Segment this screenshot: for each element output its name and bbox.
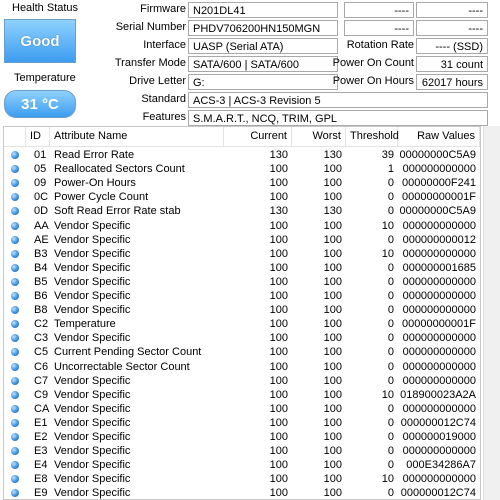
cell-attribute-name: Vendor Specific xyxy=(54,247,131,260)
cell-attribute-name: Vendor Specific xyxy=(54,416,131,429)
cell-threshold: 10 xyxy=(381,388,394,401)
table-row[interactable] xyxy=(4,486,480,500)
cell-id: B6 xyxy=(34,290,48,302)
header-raw-values[interactable]: Raw Values xyxy=(398,127,480,146)
cell-id: 05 xyxy=(34,163,47,176)
cell-worst: 100 xyxy=(323,374,342,387)
cell-attribute-name: Vendor Specific xyxy=(54,402,131,415)
table-header xyxy=(4,127,480,147)
status-dot-icon xyxy=(11,348,19,356)
cell-attribute-name: Soft Read Error Rate stab xyxy=(54,205,181,218)
cell-attribute-name: Vendor Specific xyxy=(54,431,131,443)
status-dot-icon xyxy=(11,320,19,328)
status-dot-icon xyxy=(11,475,19,483)
table-row[interactable] xyxy=(4,275,480,289)
serial-number-value: PHDV706200HN150MGN xyxy=(188,20,338,36)
table-row[interactable] xyxy=(4,148,480,162)
cell-current: 100 xyxy=(269,431,288,443)
cell-current: 100 xyxy=(269,487,288,500)
cell-id: B3 xyxy=(34,247,48,260)
status-dot-icon xyxy=(11,391,19,399)
table-row[interactable] xyxy=(4,402,480,416)
cell-current: 100 xyxy=(269,346,288,359)
rotation-rate-label: Rotation Rate xyxy=(346,39,414,51)
cell-attribute-name: Read Error Rate xyxy=(54,149,135,161)
cell-threshold: 0 xyxy=(387,191,394,204)
cell-threshold: 0 xyxy=(387,318,394,331)
cell-raw-values: 000000000000 xyxy=(402,402,476,415)
table-row[interactable] xyxy=(4,233,480,247)
cell-worst: 100 xyxy=(323,275,342,288)
cell-raw-values: 000000000000 xyxy=(402,346,476,359)
cell-worst: 100 xyxy=(323,459,342,472)
features-label: Features xyxy=(142,111,186,123)
cell-raw-values: 000000000000 xyxy=(402,445,476,458)
smart-attributes-table[interactable] xyxy=(3,126,481,500)
cell-attribute-name: Vendor Specific xyxy=(54,473,131,486)
cell-worst: 100 xyxy=(323,388,342,401)
firmware-label: Firmware xyxy=(140,3,186,15)
table-row[interactable] xyxy=(4,472,480,486)
cell-threshold: 0 xyxy=(387,233,394,246)
cell-attribute-name: Vendor Specific xyxy=(54,275,131,288)
serial-number-label: Serial Number xyxy=(115,21,186,33)
cell-worst: 100 xyxy=(323,304,342,317)
cell-attribute-name: Power-On Hours xyxy=(54,177,136,190)
cell-worst: 100 xyxy=(323,360,342,373)
cell-current: 100 xyxy=(269,191,288,204)
power-on-hours-label: Power On Hours xyxy=(332,75,414,87)
table-row[interactable] xyxy=(4,345,480,359)
cell-threshold: 0 xyxy=(387,332,394,345)
cell-current: 100 xyxy=(269,445,288,458)
status-dot-icon xyxy=(11,193,19,201)
cell-threshold: 0 xyxy=(387,346,394,359)
header-worst[interactable]: Worst xyxy=(292,127,346,146)
cell-raw-values: 000000000000 xyxy=(402,332,476,345)
table-row[interactable] xyxy=(4,416,480,430)
transfer-mode-label: Transfer Mode xyxy=(114,57,186,69)
cell-id: 0D xyxy=(34,205,49,218)
table-row[interactable] xyxy=(4,190,480,204)
status-dot-icon xyxy=(11,222,19,230)
cell-current: 100 xyxy=(269,177,288,190)
cell-current: 130 xyxy=(269,205,288,218)
health-status-button[interactable]: Good xyxy=(4,19,76,63)
cell-worst: 100 xyxy=(323,290,342,302)
cell-id: CA xyxy=(34,402,50,415)
cell-id: B4 xyxy=(34,261,48,274)
cell-threshold: 10 xyxy=(381,219,394,232)
cell-threshold: 10 xyxy=(381,473,394,486)
cell-attribute-name: Current Pending Sector Count xyxy=(54,346,202,359)
cell-current: 100 xyxy=(269,247,288,260)
cell-current: 100 xyxy=(269,290,288,302)
drive-letter-value: G: xyxy=(188,74,338,90)
status-dot-icon xyxy=(11,405,19,413)
cell-attribute-name: Vendor Specific xyxy=(54,304,131,317)
cell-id: B8 xyxy=(34,304,48,317)
cell-worst: 100 xyxy=(323,431,342,443)
status-dot-icon xyxy=(11,334,19,342)
cell-attribute-name: Vendor Specific xyxy=(54,233,131,246)
cell-raw-values: 000000000000 xyxy=(402,304,476,317)
cell-attribute-name: Vendor Specific xyxy=(54,219,131,232)
unknown-value-2b: ---- xyxy=(416,20,488,36)
cell-raw-values: 000000000000 xyxy=(402,163,476,176)
cell-threshold: 0 xyxy=(387,290,394,302)
cell-attribute-name: Vendor Specific xyxy=(54,261,131,274)
status-dot-icon xyxy=(11,250,19,258)
cell-attribute-name: Temperature xyxy=(54,318,116,331)
drive-letter-label: Drive Letter xyxy=(129,75,186,87)
table-row[interactable] xyxy=(4,388,480,402)
cell-current: 100 xyxy=(269,473,288,486)
cell-threshold: 0 xyxy=(387,459,394,472)
table-row[interactable] xyxy=(4,458,480,472)
status-dot-icon xyxy=(11,151,19,159)
cell-id: AA xyxy=(34,219,49,232)
cell-id: 09 xyxy=(34,177,47,190)
status-dot-icon xyxy=(11,433,19,441)
unknown-value-1a: ---- xyxy=(344,2,414,18)
cell-threshold: 39 xyxy=(381,149,394,161)
cell-threshold: 1 xyxy=(387,163,394,176)
cell-raw-values: 000000000000 xyxy=(402,473,476,486)
cell-id: E9 xyxy=(34,487,48,500)
header-id[interactable]: ID xyxy=(26,127,50,146)
cell-threshold: 0 xyxy=(387,177,394,190)
rotation-rate-value: ---- (SSD) xyxy=(416,38,488,54)
table-row[interactable] xyxy=(4,289,480,303)
cell-current: 100 xyxy=(269,219,288,232)
power-on-count-value: 31 count xyxy=(416,56,488,72)
cell-raw-values: 000000000000 xyxy=(402,360,476,373)
cell-worst: 100 xyxy=(323,163,342,176)
table-row[interactable] xyxy=(4,261,480,275)
cell-id: C5 xyxy=(34,346,49,359)
cell-current: 100 xyxy=(269,233,288,246)
cell-worst: 100 xyxy=(323,261,342,274)
status-dot-icon xyxy=(11,236,19,244)
cell-threshold: 0 xyxy=(387,360,394,373)
cell-attribute-name: Uncorrectable Sector Count xyxy=(54,360,190,373)
cell-attribute-name: Vendor Specific xyxy=(54,388,131,401)
cell-attribute-name: Vendor Specific xyxy=(54,487,131,500)
status-dot-icon xyxy=(11,377,19,385)
cell-current: 100 xyxy=(269,304,288,317)
cell-id: E1 xyxy=(34,416,48,429)
cell-current: 100 xyxy=(269,360,288,373)
health-status-label: Health Status xyxy=(12,2,79,14)
cell-current: 130 xyxy=(269,149,288,161)
cell-id: C6 xyxy=(34,360,49,373)
cell-id: 0C xyxy=(34,191,49,204)
cell-current: 100 xyxy=(269,388,288,401)
interface-label: Interface xyxy=(143,39,186,51)
cell-current: 100 xyxy=(269,416,288,429)
table-row[interactable] xyxy=(4,331,480,345)
cell-worst: 100 xyxy=(323,402,342,415)
table-row[interactable] xyxy=(4,204,480,218)
cell-current: 100 xyxy=(269,459,288,472)
cell-raw-values: 00000000001F xyxy=(401,191,476,204)
status-dot-icon xyxy=(11,461,19,469)
cell-threshold: 0 xyxy=(387,205,394,218)
status-dot-icon xyxy=(11,489,19,497)
cell-attribute-name: Power Cycle Count xyxy=(54,191,149,204)
power-on-hours-value: 62017 hours xyxy=(416,74,488,90)
cell-id: C3 xyxy=(34,332,49,345)
cell-id: C2 xyxy=(34,318,49,331)
temperature-button[interactable]: 31 °C xyxy=(4,90,76,118)
cell-worst: 100 xyxy=(323,191,342,204)
cell-attribute-name: Vendor Specific xyxy=(54,374,131,387)
cell-raw-values: 00000000F241 xyxy=(401,177,476,190)
cell-attribute-name: Vendor Specific xyxy=(54,290,131,302)
table-row[interactable] xyxy=(4,162,480,176)
table-scrollbar[interactable] xyxy=(483,126,500,500)
table-row[interactable] xyxy=(4,444,480,458)
cell-attribute-name: Vendor Specific xyxy=(54,445,131,458)
cell-raw-values: 000000012C74 xyxy=(400,416,476,429)
unknown-value-1b: ---- xyxy=(416,2,488,18)
cell-threshold: 0 xyxy=(387,487,394,500)
cell-threshold: 0 xyxy=(387,304,394,317)
cell-id: E4 xyxy=(34,459,48,472)
status-dot-icon xyxy=(11,447,19,455)
cell-threshold: 0 xyxy=(387,445,394,458)
status-dot-icon xyxy=(11,278,19,286)
status-dot-icon xyxy=(11,207,19,215)
cell-current: 100 xyxy=(269,318,288,331)
cell-worst: 100 xyxy=(323,177,342,190)
standard-label: Standard xyxy=(141,93,186,105)
cell-threshold: 10 xyxy=(381,247,394,260)
cell-current: 100 xyxy=(269,332,288,345)
cell-threshold: 0 xyxy=(387,374,394,387)
cell-raw-values: 000000000000 xyxy=(402,219,476,232)
cell-worst: 130 xyxy=(323,149,342,161)
table-row[interactable] xyxy=(4,317,480,331)
cell-worst: 100 xyxy=(323,487,342,500)
table-row[interactable] xyxy=(4,303,480,317)
cell-worst: 100 xyxy=(323,473,342,486)
table-row[interactable] xyxy=(4,430,480,444)
table-row[interactable] xyxy=(4,247,480,261)
cell-raw-values: 000000000000 xyxy=(402,290,476,302)
cell-attribute-name: Vendor Specific xyxy=(54,459,131,472)
cell-raw-values: 00000000C5A9 xyxy=(399,149,476,161)
cell-raw-values: 000000000000 xyxy=(402,247,476,260)
table-row[interactable] xyxy=(4,374,480,388)
cell-id: B5 xyxy=(34,275,48,288)
cell-threshold: 0 xyxy=(387,416,394,429)
cell-attribute-name: Vendor Specific xyxy=(54,332,131,345)
cell-worst: 100 xyxy=(323,318,342,331)
cell-worst: 100 xyxy=(323,332,342,345)
cell-threshold: 0 xyxy=(387,275,394,288)
header-threshold[interactable]: Threshold xyxy=(346,127,398,146)
cell-current: 100 xyxy=(269,261,288,274)
cell-id: C7 xyxy=(34,374,49,387)
table-row[interactable] xyxy=(4,176,480,190)
cell-worst: 100 xyxy=(323,247,342,260)
status-dot-icon xyxy=(11,292,19,300)
cell-current: 100 xyxy=(269,275,288,288)
status-dot-icon xyxy=(11,264,19,272)
table-row[interactable] xyxy=(4,360,480,374)
cell-raw-values: 000000000000 xyxy=(402,374,476,387)
cell-worst: 130 xyxy=(323,205,342,218)
cell-raw-values: 00000000001F xyxy=(401,318,476,331)
cell-id: E2 xyxy=(34,431,48,443)
status-dot-icon xyxy=(11,179,19,187)
cell-raw-values: 000000019000 xyxy=(402,431,476,443)
transfer-mode-value: SATA/600 | SATA/600 xyxy=(188,56,338,72)
status-dot-icon xyxy=(11,419,19,427)
header-status[interactable] xyxy=(4,127,26,146)
cell-current: 100 xyxy=(269,374,288,387)
standard-value: ACS-3 | ACS-3 Revision 5 xyxy=(188,92,488,108)
cell-id: C9 xyxy=(34,388,49,401)
status-dot-icon xyxy=(11,306,19,314)
cell-raw-values: 00000000C5A9 xyxy=(399,205,476,218)
cell-worst: 100 xyxy=(323,233,342,246)
temperature-label: Temperature xyxy=(14,72,76,84)
cell-attribute-name: Reallocated Sectors Count xyxy=(54,163,185,176)
table-row[interactable] xyxy=(4,219,480,233)
cell-current: 100 xyxy=(269,163,288,176)
cell-threshold: 0 xyxy=(387,402,394,415)
cell-raw-values: 000000000012 xyxy=(402,233,476,246)
interface-value: UASP (Serial ATA) xyxy=(188,38,338,54)
firmware-value: N201DL41 xyxy=(188,2,338,18)
features-value: S.M.A.R.T., NCQ, TRIM, GPL xyxy=(188,110,488,126)
power-on-count-label: Power On Count xyxy=(332,57,414,69)
cell-raw-values: 000000012C74 xyxy=(400,487,476,500)
status-dot-icon xyxy=(11,165,19,173)
header-current[interactable]: Current xyxy=(224,127,292,146)
cell-id: E3 xyxy=(34,445,48,458)
cell-id: AE xyxy=(34,233,49,246)
cell-threshold: 0 xyxy=(387,431,394,443)
cell-raw-values: 000E34286A7 xyxy=(406,459,476,472)
cell-raw-values: 000000001685 xyxy=(402,261,476,274)
cell-raw-values: 018900023A2A xyxy=(400,388,476,401)
cell-current: 100 xyxy=(269,402,288,415)
cell-worst: 100 xyxy=(323,346,342,359)
unknown-value-2a: ---- xyxy=(344,20,414,36)
header-attribute-name[interactable]: Attribute Name xyxy=(50,127,224,146)
cell-raw-values: 000000000000 xyxy=(402,275,476,288)
cell-id: E8 xyxy=(34,473,48,486)
cell-worst: 100 xyxy=(323,219,342,232)
cell-worst: 100 xyxy=(323,445,342,458)
cell-id: 01 xyxy=(34,149,47,161)
cell-threshold: 0 xyxy=(387,261,394,274)
status-dot-icon xyxy=(11,363,19,371)
cell-worst: 100 xyxy=(323,416,342,429)
